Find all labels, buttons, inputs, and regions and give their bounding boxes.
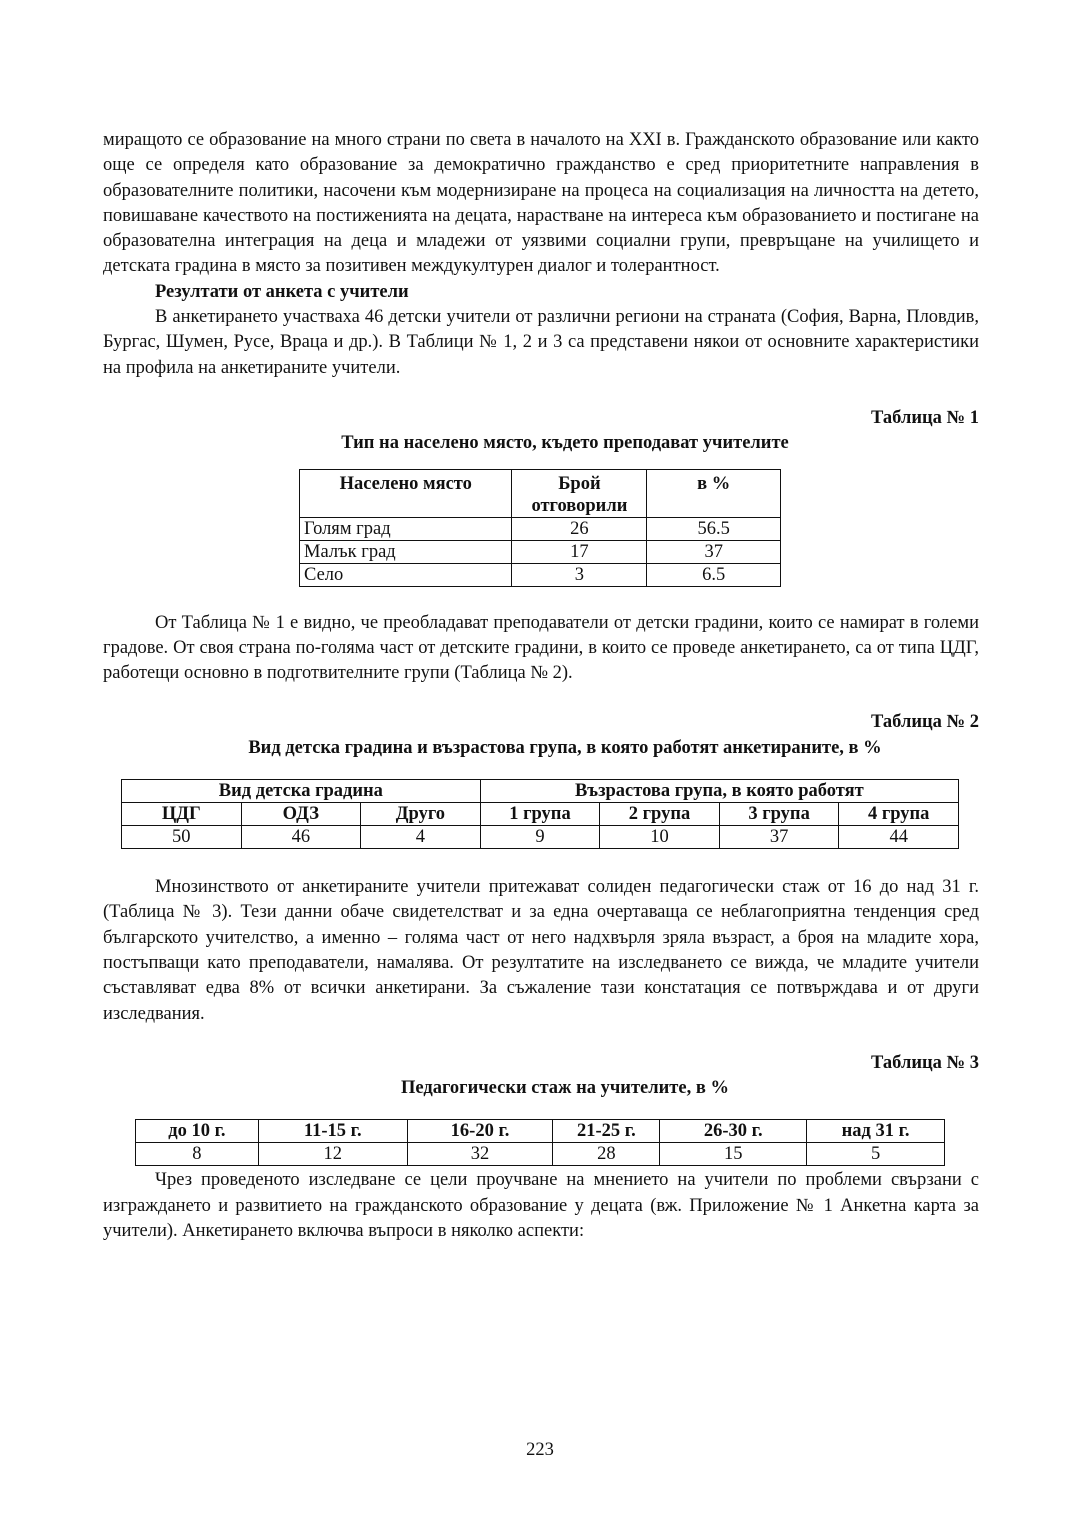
closing-paragraph: Чрез проведеното изследване се цели проучване на мнението на учители по проблеми свързани с изграждането и развитието на гражданското образование у децата (вж. Приложение № 1 Анкетна карта за учители). Анкетирането включва въпроси в няколко аспекти: (103, 1170, 979, 1242)
table1-cell: Село (300, 563, 512, 586)
table2-header-cell: ЦДГ (122, 803, 242, 826)
table1-cell: Малък град (300, 540, 512, 563)
paragraph-after-table1: От Таблица № 1 е видно, че преобладават преподаватели от детски градини, които се намират в големи градове. От своя страна по-голяма част от детските градини, в които се проведе анкетирането, са от типа ЦДГ, работещи основно в подготвителните групи (Таблица № 2). (103, 612, 979, 684)
table1-cell: 26 (512, 517, 647, 540)
table-row (300, 563, 781, 586)
table3-cell: 5 (807, 1143, 945, 1166)
table-row (136, 1143, 945, 1166)
table2-cell: 44 (839, 826, 959, 849)
intro-paragraph: миращото се образование на много страни по света в началото на XXI в. Гражданското образование или както още се определя като образование за демократично гражданство е сред приоритетните направления в образователните политики, насочени към модернизиране на процеса на социализация на личността на детето, повишаване качеството на постиженията на децата, нарастване на интереса към образованието и постигане на образователна интеграция на деца и младежи от уязвими социални групи, превръщане на училището и детската градина в място за позитивен междукултурен диалог и толерантност. (103, 130, 979, 277)
table2-cell: 50 (122, 826, 242, 849)
table2-header-cell: ОДЗ (241, 803, 361, 826)
table3-header-cell: над 31 г. (807, 1120, 945, 1143)
table-row (122, 826, 959, 849)
table2-cell: 46 (241, 826, 361, 849)
table3-cell: 32 (407, 1143, 553, 1166)
table2-label: Таблица № 2 (871, 712, 979, 733)
table1 (299, 469, 781, 587)
table2-group-header: Вид детска градина (122, 780, 481, 803)
table3-header-cell: до 10 г. (136, 1120, 259, 1143)
table2-cell: 9 (480, 826, 600, 849)
table1-cell: 17 (512, 540, 647, 563)
table2-header-cell: 2 група (600, 803, 720, 826)
table2-header-cell: 3 група (719, 803, 839, 826)
table3-header-cell: 16-20 г. (407, 1120, 553, 1143)
paragraph-after-table2: Мнозинството от анкетираните учители притежават солиден педагогически стаж от 16 до над 31 г. (Таблица № 3). Тези данни обаче свидетелстват и за една очертаваща се неблагоприятна тенденция сред българското учителство, а именно – голяма част от него надхвърля зряла възраст, а броя на младите хора, постъпващи като преподаватели, намалява. От резултатите на изследването се вижда, че младите учители съставляват едва 8% от всички анкетирани. За съжаление тази констатация се потвърждава и от други изследвания. (103, 877, 979, 1024)
table1-cell: 3 (512, 563, 647, 586)
survey-paragraph: В анкетирането участваха 46 детски учители от различни региони на страната (София, Варна, Пловдив, Бургас, Шумен, Русе, Враца и др.). В Таблици № 1, 2 и 3 са представени някои от основните характеристики на профила на анкетираните учители. (103, 307, 979, 378)
table1-header-cell: Населено място (300, 469, 512, 517)
table3 (135, 1119, 945, 1166)
section-heading: Резултати от анкета с учители (155, 281, 409, 302)
table2-cell: 4 (361, 826, 481, 849)
table1-header-cell: в % (647, 469, 781, 517)
table3-cell: 28 (553, 1143, 660, 1166)
table1-cell: 6.5 (647, 563, 781, 586)
page-number: 223 (526, 1440, 554, 1460)
table3-label: Таблица № 3 (871, 1052, 979, 1073)
table2-caption: Вид детска градина и възрастова група, в която работят анкетираните, в % (248, 737, 882, 758)
table1-label: Таблица № 1 (871, 407, 979, 428)
table1-cell: 56.5 (647, 517, 781, 540)
page-content (103, 128, 979, 1244)
table-row (300, 540, 781, 563)
table3-header-row (136, 1120, 945, 1143)
table3-header-cell: 26-30 г. (660, 1120, 807, 1143)
table1-header-cell: Брой отговорили (512, 469, 647, 517)
table2-header-cell: Друго (361, 803, 481, 826)
table1-caption: Тип на населено място, където преподават учителите (341, 433, 789, 454)
table1-header-row (300, 469, 781, 517)
table2-group-header-row (122, 780, 959, 803)
table2 (121, 779, 959, 849)
table2-cell: 37 (719, 826, 839, 849)
table-row (300, 517, 781, 540)
table3-cell: 12 (258, 1143, 407, 1166)
table2-header-row (122, 803, 959, 826)
table2-header-cell: 4 група (839, 803, 959, 826)
table1-cell: 37 (647, 540, 781, 563)
table2-group-header: Възрастова група, в която работят (480, 780, 958, 803)
table3-header-cell: 11-15 г. (258, 1120, 407, 1143)
table3-cell: 8 (136, 1143, 259, 1166)
table3-caption: Педагогически стаж на учителите, в % (401, 1078, 729, 1099)
table2-cell: 10 (600, 826, 720, 849)
table1-cell: Голям град (300, 517, 512, 540)
table3-header-cell: 21-25 г. (553, 1120, 660, 1143)
table3-cell: 15 (660, 1143, 807, 1166)
table2-header-cell: 1 група (480, 803, 600, 826)
